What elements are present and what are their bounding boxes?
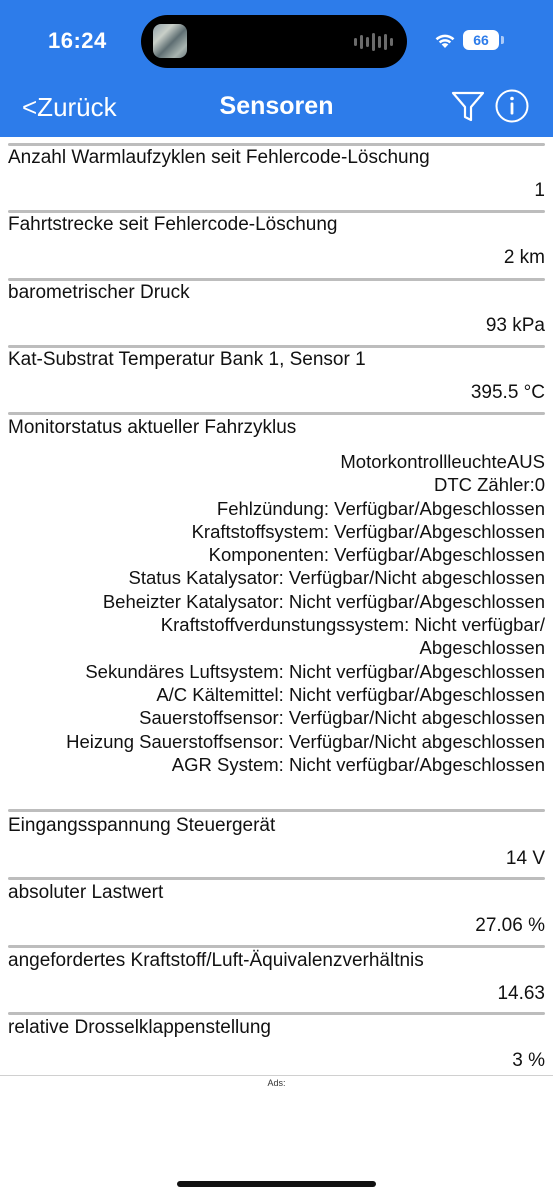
sensor-label: Eingangsspannung Steuergerät: [8, 815, 276, 836]
sensor-list[interactable]: [0, 137, 553, 1075]
audio-waveform-icon: [354, 32, 393, 52]
monitor-line: MotorkontrollleuchteAUS: [340, 451, 545, 472]
monitor-line: A/C Kältemittel: Nicht verfügbar/Abgeschlossen: [156, 683, 545, 705]
sensor-row: [0, 1007, 553, 1075]
navigation-bar: [0, 80, 553, 137]
sensor-row: [0, 872, 553, 940]
battery-indicator: 66: [463, 30, 499, 50]
filter-icon[interactable]: [450, 88, 486, 124]
sensor-label: absoluter Lastwert: [8, 882, 164, 903]
status-bar: [0, 0, 553, 80]
monitor-status-row: [0, 407, 553, 809]
sensor-label: angefordertes Kraftstoff/Luft-Äquivalenzverhältnis: [8, 950, 424, 971]
monitor-line: Sekundäres Luftsystem: Nicht verfügbar/Abgeschlossen: [85, 660, 545, 682]
sensor-row: [0, 272, 553, 340]
sensor-label: relative Drosselklappenstellung: [8, 1017, 271, 1038]
monitor-line: Heizung Sauerstoffsensor: Verfügbar/Nicht abgeschlossen: [66, 730, 545, 752]
sensor-row: [0, 204, 553, 272]
monitor-line: Fehlzündung: Verfügbar/Abgeschlossen: [216, 497, 545, 519]
battery-tip: [501, 36, 504, 44]
sensor-row: [0, 339, 553, 407]
ads-label: Ads:: [267, 1078, 286, 1088]
monitor-line: DTC Zähler:0: [433, 474, 545, 496]
sensor-value: 93 kPa: [485, 315, 545, 336]
sensor-label: Kat-Substrat Temperatur Bank 1, Sensor 1: [8, 349, 366, 370]
page-title: Sensoren: [219, 92, 334, 120]
sensor-label: barometrischer Druck: [8, 282, 190, 303]
monitor-line: Kraftstoffsystem: Verfügbar/Abgeschlossen: [191, 520, 545, 542]
sensor-label: Anzahl Warmlaufzyklen seit Fehlercode-Löschung: [8, 147, 430, 168]
sensor-value: 14.63: [497, 983, 545, 1004]
monitor-status-label: Monitorstatus aktueller Fahrzyklus: [8, 417, 297, 438]
monitor-line: Abgeschlossen: [419, 637, 545, 659]
monitor-line: Sauerstoffsensor: Verfügbar/Nicht abgeschlossen: [139, 707, 545, 729]
monitor-line: Beheizter Katalysator: Nicht verfügbar/Abgeschlossen: [102, 590, 545, 612]
sensor-value: 3 %: [512, 1050, 545, 1071]
info-icon[interactable]: [494, 88, 530, 124]
sensor-row: [0, 805, 553, 873]
sensor-value: 2 km: [503, 247, 545, 268]
sensor-value: 14 V: [505, 848, 545, 869]
sensor-row: [0, 940, 553, 1008]
sensor-value: 1: [534, 180, 545, 201]
monitor-line: Komponenten: Verfügbar/Abgeschlossen: [208, 544, 545, 566]
sensor-label: Fahrtstrecke seit Fehlercode-Löschung: [8, 214, 338, 235]
monitor-status-values: [66, 450, 545, 776]
monitor-line: AGR System: Nicht verfügbar/Abgeschlossen: [171, 753, 545, 775]
sensor-row: [0, 137, 553, 213]
monitor-line: Status Katalysator: Verfügbar/Nicht abgeschlossen: [128, 567, 545, 589]
header: [0, 0, 553, 137]
now-playing-artwork: [153, 24, 187, 58]
wifi-icon: [433, 31, 457, 49]
home-indicator[interactable]: [177, 1181, 376, 1187]
sensor-value: 27.06 %: [475, 915, 545, 936]
dynamic-island[interactable]: [141, 15, 407, 68]
back-button[interactable]: <Zurück: [22, 92, 117, 122]
sensor-value: 395.5 °C: [470, 382, 545, 403]
status-time: 16:24: [48, 28, 107, 53]
monitor-line: Kraftstoffverdunstungssystem: Nicht verfügbar/: [160, 614, 545, 636]
